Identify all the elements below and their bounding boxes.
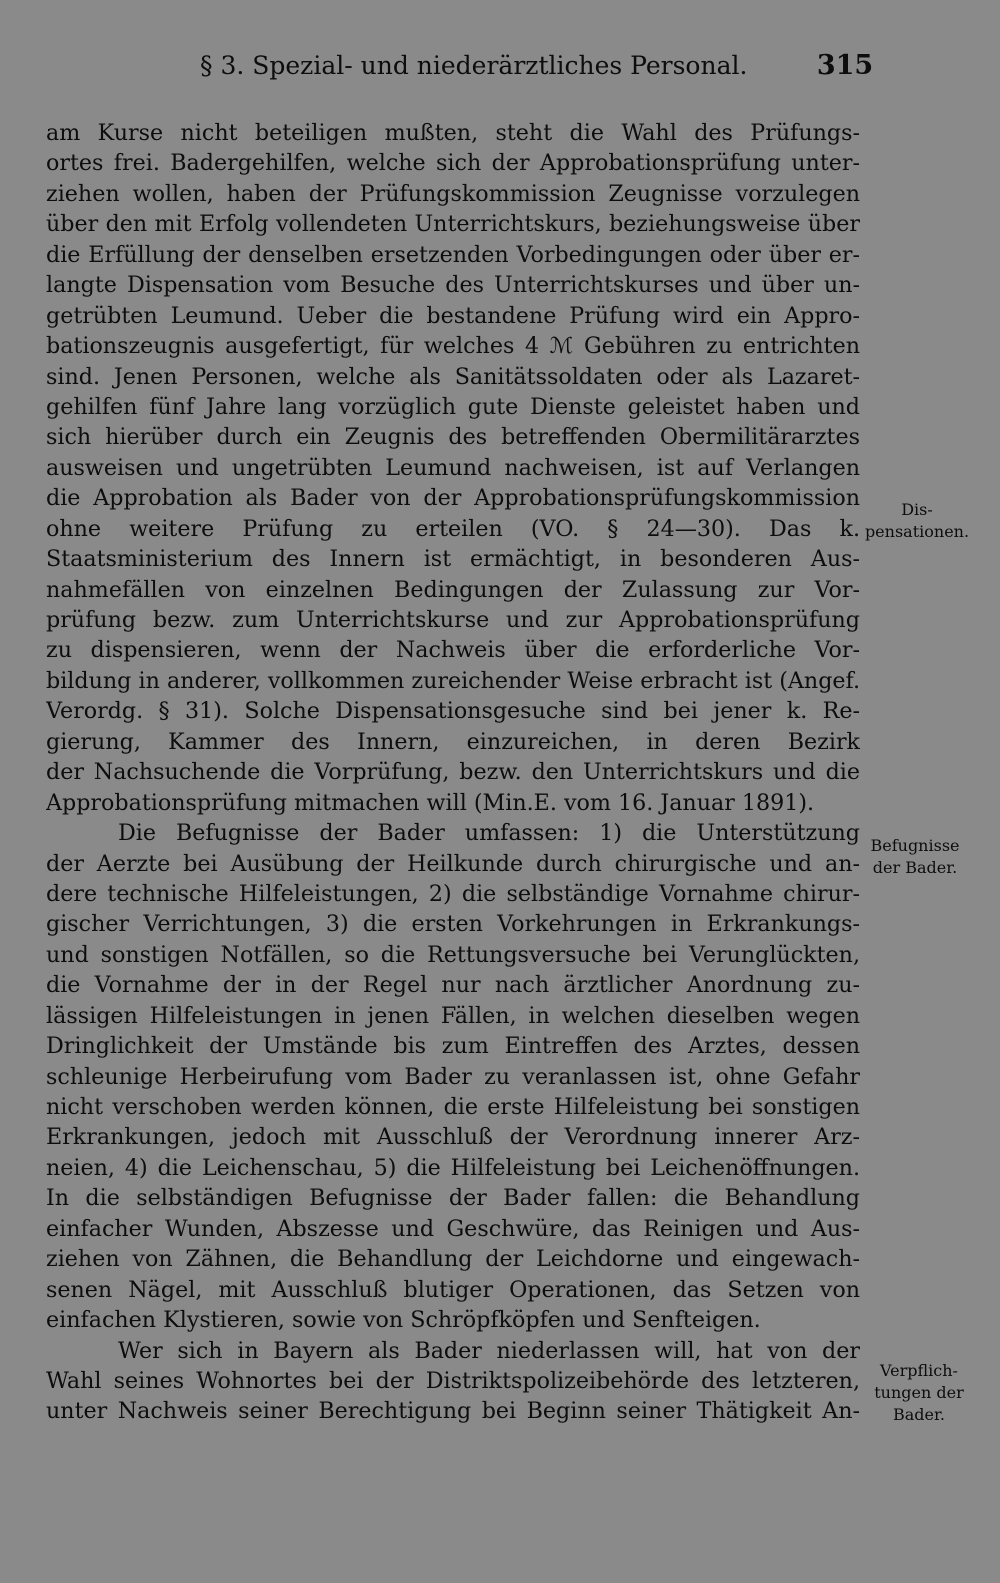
text-line: bildung in anderer, vollkommen zureichender Weise erbracht ist (Angef. (46, 667, 860, 694)
margin-note-line: der Bader. (872, 858, 958, 877)
text-line: unter Nachweis seiner Berechtigung bei Beginn seiner Thätigkeit An- (46, 1398, 860, 1425)
text-line: bationszeugnis ausgefertigt, für welches 4 ℳ Gebühren zu entrichten (46, 333, 860, 360)
margin-note-line: Verpflich- (880, 1361, 958, 1380)
margin-note-befugnisse (860, 835, 970, 879)
text-line: dere technische Hilfeleistungen, 2) die selbständige Vornahme chirur- (46, 880, 860, 907)
text-line: der Aerzte bei Ausübung der Heilkunde durch chirurgische und an- (46, 850, 860, 877)
text-line: langte Dispensation vom Besuche des Unterrichtskurses und über un- (46, 272, 860, 299)
text-line: die Approbation als Bader von der Approbationsprüfungskommission (46, 485, 860, 512)
text-line: der Nachsuchende die Vorprüfung, bezw. den Unterrichtskurs und die (46, 759, 860, 786)
text-line: Dringlichkeit der Umstände bis zum Eintreffen des Arztes, dessen (46, 1033, 860, 1060)
text-line: lässigen Hilfeleistungen in jenen Fällen, in welchen dieselben wegen (46, 1002, 860, 1029)
text-line: In die selbständigen Befugnisse der Bader fallen: die Behandlung (46, 1185, 860, 1212)
text-line: nahmefällen von einzelnen Bedingungen der Zulassung zur Vor- (46, 576, 860, 603)
text-line: einfachen Klystieren, sowie von Schröpfköpfen und Senfteigen. (46, 1307, 761, 1334)
text-line: gehilfen fünf Jahre lang vorzüglich gute Dienste geleistet haben und (46, 393, 860, 420)
margin-note-line: Dis- (901, 500, 933, 519)
text-line: schleunige Herbeirufung vom Bader zu veranlassen ist, ohne Gefahr (46, 1063, 860, 1090)
margin-note-line: pensationen. (864, 522, 970, 541)
margin-note-verpflichtungen (864, 1360, 974, 1426)
text-line: Wer sich in Bayern als Bader niederlassen will, hat von der (118, 1337, 860, 1364)
text-line: Staatsministerium des Innern ist ermächtigt, in besonderen Aus- (46, 546, 860, 573)
text-line: über den mit Erfolg vollendeten Unterrichtskurs, beziehungsweise über (46, 211, 860, 238)
text-line: ziehen wollen, haben der Prüfungskommission Zeugnisse vorzulegen (46, 180, 860, 207)
text-line: ortes frei. Badergehilfen, welche sich der Approbationsprüfung unter- (46, 150, 860, 177)
text-line: senen Nägel, mit Ausschluß blutiger Operationen, das Setzen von (46, 1276, 860, 1303)
text-line: sind. Jenen Personen, welche als Sanitätssoldaten oder als Lazaret- (46, 363, 860, 390)
text-line: getrübten Leumund. Ueber die bestandene Prüfung wird ein Appro- (46, 302, 860, 329)
text-line: Die Befugnisse der Bader umfassen: 1) die Unterstützung (118, 820, 860, 847)
text-line: neien, 4) die Leichenschau, 5) die Hilfeleistung bei Leichenöffnungen. (46, 1154, 860, 1181)
text-line: Verordg. § 31). Solche Dispensationsgesuche sind bei jener k. Re- (46, 698, 860, 725)
text-line: ausweisen und ungetrübten Leumund nachweisen, ist auf Verlangen (46, 454, 860, 481)
text-line: gischer Verrichtungen, 3) die ersten Vorkehrungen in Erkrankungs- (46, 911, 860, 938)
running-head: § 3. Spezial- und niederärztliches Personal. (200, 51, 748, 80)
text-line: ohne weitere Prüfung zu erteilen (VO. § 24—30). Das k. (46, 515, 860, 542)
page-number: 315 (816, 50, 874, 81)
body-text (46, 118, 860, 1427)
text-line: sich hierüber durch ein Zeugnis des betreffenden Obermilitärarztes (46, 424, 860, 451)
text-line: am Kurse nicht beteiligen mußten, steht die Wahl des Prüfungs- (46, 120, 860, 146)
margin-note-dispensationen (862, 499, 972, 543)
text-line: und sonstigen Notfällen, so die Rettungsversuche bei Verunglückten, (46, 941, 860, 968)
text-line: zu dispensieren, wenn der Nachweis über die erforderliche Vor- (46, 637, 860, 664)
margin-note-line: Bader. (893, 1405, 945, 1424)
margin-note-line: tungen der (874, 1383, 964, 1402)
text-line: Erkrankungen, jedoch mit Ausschluß der Verordnung innerer Arz- (46, 1124, 860, 1151)
text-line: gierung, Kammer des Innern, einzureichen, in deren Bezirk (46, 728, 860, 755)
margin-note-line: Befugnisse (870, 836, 960, 855)
text-line: ziehen von Zähnen, die Behandlung der Leichdorne und eingewach- (46, 1246, 860, 1273)
text-line: einfacher Wunden, Abszesse und Geschwüre, das Reinigen und Aus- (46, 1215, 860, 1242)
text-line: die Erfüllung der denselben ersetzenden Vorbedingungen oder über er- (46, 241, 860, 268)
text-line: prüfung bezw. zum Unterrichtskurse und zur Approbationsprüfung (46, 607, 860, 633)
text-line: nicht verschoben werden können, die erste Hilfeleistung bei sonstigen (46, 1094, 860, 1120)
text-line: Wahl seines Wohnortes bei der Distriktspolizeibehörde des letzteren, (46, 1367, 860, 1394)
text-line: die Vornahme der in der Regel nur nach ärztlicher Anordnung zu- (46, 972, 860, 999)
text-line: Approbationsprüfung mitmachen will (Min.E. vom 16. Januar 1891). (46, 789, 815, 816)
